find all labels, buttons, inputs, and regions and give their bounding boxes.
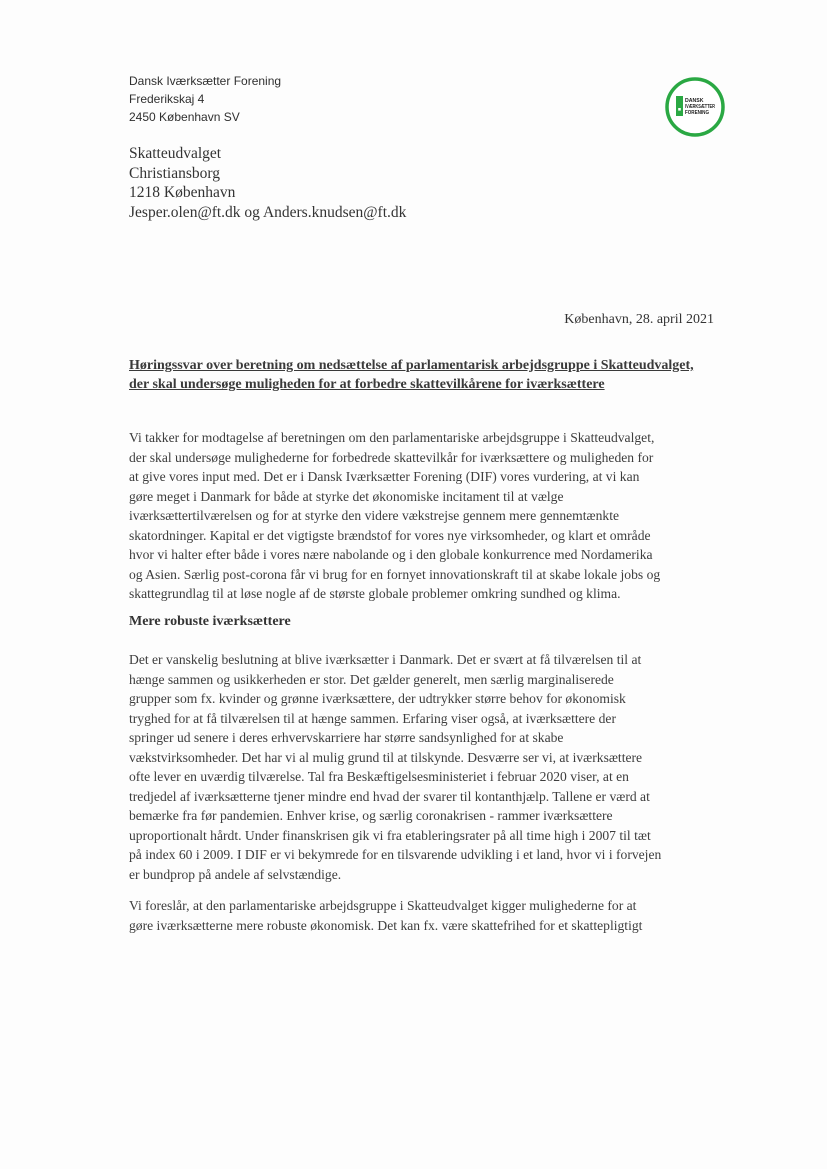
- sender-street: Frederikskaj 4: [129, 92, 205, 106]
- recipient-emails: Jesper.olen@ft.dk og Anders.knudsen@ft.dk: [129, 203, 407, 221]
- paragraph-line: skattegrundlag til at løse nogle af de største globale problemer omkring sundhed og klima.: [129, 586, 621, 601]
- subject-line: Høringssvar over beretning om nedsættelse af parlamentarisk arbejdsgruppe i Skatteudvalget,: [129, 358, 694, 373]
- paragraph-line: gøre meget i Danmark for både at styrke det økonomiske incitament til at vælge: [129, 488, 564, 504]
- paragraph-robust: [129, 650, 719, 884]
- recipient-address: [129, 144, 406, 222]
- recipient-line: Christiansborg: [129, 164, 220, 182]
- logo-mark-dot: [678, 108, 681, 111]
- paragraph-line: gøre iværksætterne mere robuste økonomisk. Det kan fx. være skattefrihed for et skattepligtigt: [129, 917, 643, 933]
- paragraph-line: ofte lever en uværdig tilværelse. Tal fra Beskæftigelsesministeriet i februar 2020 viser, at en: [129, 769, 629, 784]
- letter-date: København, 28. april 2021: [564, 312, 714, 327]
- paragraph-line: tryghed for at få tilværelsen til at hænge sammen. Erfaring viser også, at iværksættere der: [129, 710, 616, 726]
- sender-address: [129, 72, 281, 126]
- sender-name: Dansk Iværksætter Forening: [129, 74, 282, 88]
- paragraph-line: og Asien. Særlig post-corona får vi brug for en fornyet innovationskraft til at skabe lokale jobs og: [129, 566, 661, 582]
- paragraph-line: hænge sammen og usikkerheden er stor. Det gælder generelt, men særlig marginaliserede: [129, 671, 614, 687]
- paragraph-line: Vi foreslår, at den parlamentariske arbejdsgruppe i Skatteudvalget kigger mulighederne for at: [129, 898, 637, 913]
- logo-text-line3: FORENING: [685, 110, 709, 116]
- paragraph-line: hvor vi halter efter både i vores nære nabolande og i den globale konkurrence med Nordamerika: [129, 547, 653, 562]
- section-heading: Mere robuste iværksættere: [129, 614, 291, 629]
- paragraph-line: at give vores input med. Det er i Dansk Iværksætter Forening (DIF) vores vurdering, at vi kan: [129, 469, 640, 484]
- paragraph-line: uproportionalt hårdt. Under finanskrisen gik vi fra etableringsrater på all time high i 2007 til tæt: [129, 827, 651, 843]
- letter-subject: [129, 356, 729, 394]
- paragraph-proposal: [129, 896, 719, 935]
- paragraph-line: Det er vanskelig beslutning at blive iværksætter i Danmark. Det er svært at få tilværelsen til at: [129, 652, 642, 667]
- paragraph-line: der skal undersøge mulighederne for forbedrede skattevilkår for iværksættere og muligheden for: [129, 449, 654, 465]
- paragraph-line: Vi takker for modtagelse af beretningen om den parlamentariske arbejdsgruppe i Skatteudvalget,: [129, 430, 655, 445]
- dif-logo: [664, 76, 726, 138]
- recipient-line: Skatteudvalget: [129, 145, 222, 162]
- logo-text-line1: DANSK: [685, 98, 704, 104]
- paragraph-line: på index 60 i 2009. I DIF er vi bekymrede for en tilsvarende udvikling i et land, hvor vi i forvejen: [129, 847, 662, 862]
- paragraph-line: grupper som fx. kvinder og grønne iværksættere, der udtrykker større behov for økonomisk: [129, 691, 626, 706]
- sender-city: 2450 København SV: [129, 110, 240, 124]
- recipient-line: 1218 København: [129, 184, 236, 201]
- paragraph-line: vækstvirksomheder. Det har vi al mulig grund til at tilskynde. Desværre ser vi, at iværksættere: [129, 749, 643, 765]
- paragraph-line: iværksættertilværelsen og for at styrke den videre vækstrejse gennem mere gennemtænkte: [129, 508, 620, 523]
- paragraph-line: skatordninger. Kapital er det vigtigste brændstof for vores nye virksomheder, og klart et område: [129, 527, 651, 543]
- paragraph-line: bemærke fra før pandemien. Enhver krise, og særlig coronakrisen - rammer iværksættere: [129, 808, 613, 823]
- paragraph-line: tredjedel af iværksætterne tjener mindre end hvad der svarer til kontanthjælp. Tallene er værd at: [129, 788, 650, 804]
- logo-mark: [676, 96, 683, 116]
- paragraph-line: springer ud senere i deres erhvervskarriere har større sandsynlighed for at skabe: [129, 730, 564, 745]
- paragraph-intro: [129, 428, 719, 604]
- subject-line: der skal undersøge muligheden for at forbedre skattevilkårene for iværksættere: [129, 377, 605, 392]
- paragraph-line: er bundprop på andele af selvstændige.: [129, 866, 342, 882]
- logo-text-line2: IVÆRKSÆTTER: [685, 104, 716, 110]
